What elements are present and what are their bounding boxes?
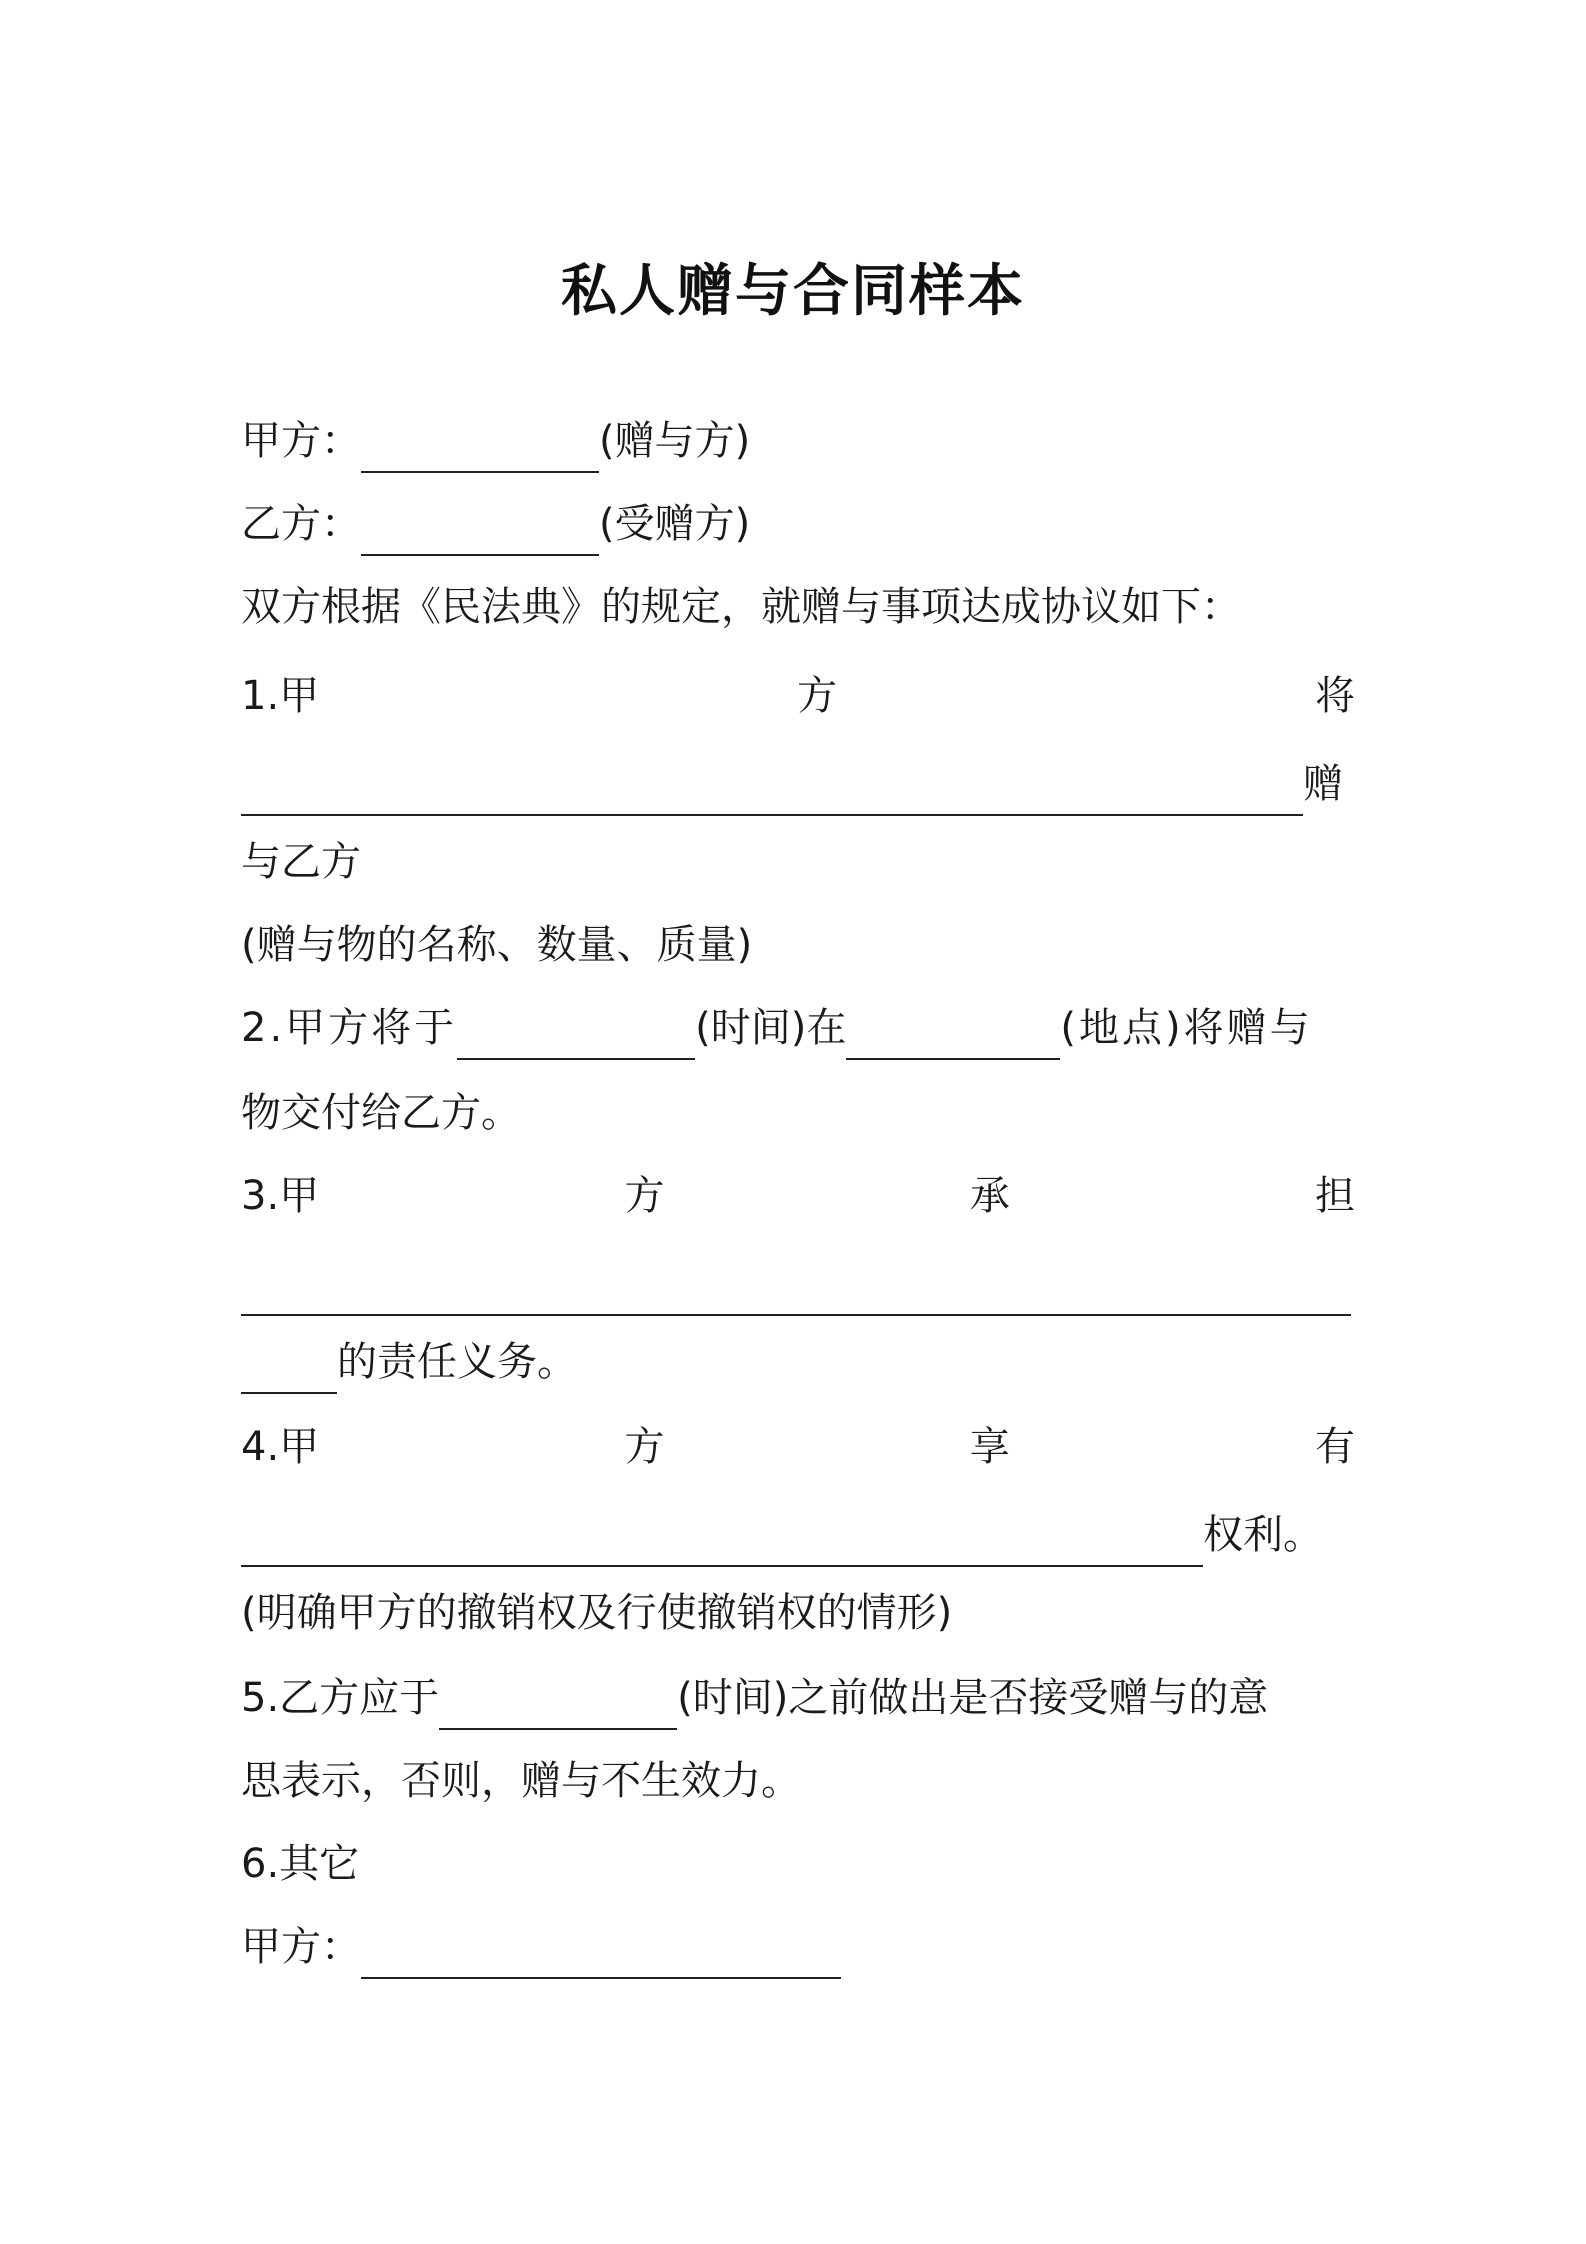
clause-1-word: 方 — [797, 673, 838, 719]
clause-4-blank-line — [241, 1505, 1355, 1565]
clause-1-note: (赠与物的名称、数量、质量) — [241, 922, 753, 968]
clause-3-blank-line — [241, 1254, 1355, 1314]
clause-3-continuation-line — [241, 1332, 1355, 1392]
party-a-label: 甲方： — [241, 418, 361, 464]
delivery-place-blank[interactable] — [846, 1018, 1060, 1060]
clause-5-line — [241, 1668, 1355, 1728]
clause-6: 6.其它 — [241, 1841, 360, 1887]
clause-2-mid2: (地点)将赠与 — [1060, 1005, 1313, 1051]
gift-item-blank[interactable] — [241, 774, 1303, 816]
clause-5-continuation: 思表示，否则，赠与不生效力。 — [241, 1758, 801, 1804]
clause-3-word: 承 — [969, 1173, 1010, 1219]
clause-2-continuation: 物交付给乙方。 — [241, 1090, 521, 1136]
clause-1-line — [241, 666, 1355, 726]
delivery-time-blank[interactable] — [457, 1018, 695, 1060]
clause-3-word: 担 — [1314, 1173, 1355, 1219]
clause-3-word: 方 — [624, 1173, 665, 1219]
signature-line — [241, 1917, 1355, 1977]
clause-4-line — [241, 1417, 1355, 1477]
signature-label: 甲方： — [241, 1924, 361, 1970]
clause-1-continuation: 与乙方 — [241, 839, 361, 885]
clause-1-after-blank: 赠 — [1303, 761, 1343, 807]
preamble: 双方根据《民法典》的规定，就赠与事项达成协议如下： — [241, 584, 1241, 630]
clause-1-blank-line — [241, 754, 1355, 814]
rights-blank[interactable] — [241, 1525, 1203, 1567]
party-a-blank[interactable] — [361, 431, 599, 473]
clause-2-mid1: (时间)在 — [695, 1005, 847, 1051]
party-b-line — [241, 494, 1355, 554]
clause-4-word: 有 — [1314, 1424, 1355, 1470]
clause-3-line — [241, 1166, 1355, 1226]
party-b-label: 乙方： — [241, 501, 361, 547]
clause-4-word: 享 — [969, 1424, 1010, 1470]
clause-3-continuation: 的责任义务。 — [337, 1339, 577, 1385]
clause-4-after-blank: 权利。 — [1203, 1512, 1323, 1558]
party-a-suffix: (赠与方) — [599, 418, 751, 464]
party-a-line — [241, 411, 1355, 471]
clause-1-word: 1.甲 — [241, 673, 320, 719]
clause-4-word: 方 — [624, 1424, 665, 1470]
clause-5-after-blank: (时间)之前做出是否接受赠与的意 — [677, 1675, 1269, 1721]
clause-2-line — [241, 998, 1355, 1058]
liability-blank-end[interactable] — [241, 1352, 337, 1394]
acceptance-time-blank[interactable] — [439, 1688, 677, 1730]
clause-1-word: 将 — [1314, 673, 1355, 719]
clause-5-prefix: 5.乙方应于 — [241, 1675, 440, 1721]
liability-blank[interactable] — [241, 1274, 1351, 1316]
page-title: 私人赠与合同样本 — [561, 259, 1025, 324]
clause-3-word: 3.甲 — [241, 1173, 320, 1219]
clause-4-word: 4.甲 — [241, 1424, 320, 1470]
clause-2-prefix: 2.甲方将于 — [241, 1005, 458, 1051]
party-b-suffix: (受赠方) — [599, 501, 751, 547]
signature-blank[interactable] — [361, 1937, 841, 1979]
party-b-blank[interactable] — [361, 514, 599, 556]
clause-4-note: (明确甲方的撤销权及行使撤销权的情形) — [241, 1590, 953, 1636]
